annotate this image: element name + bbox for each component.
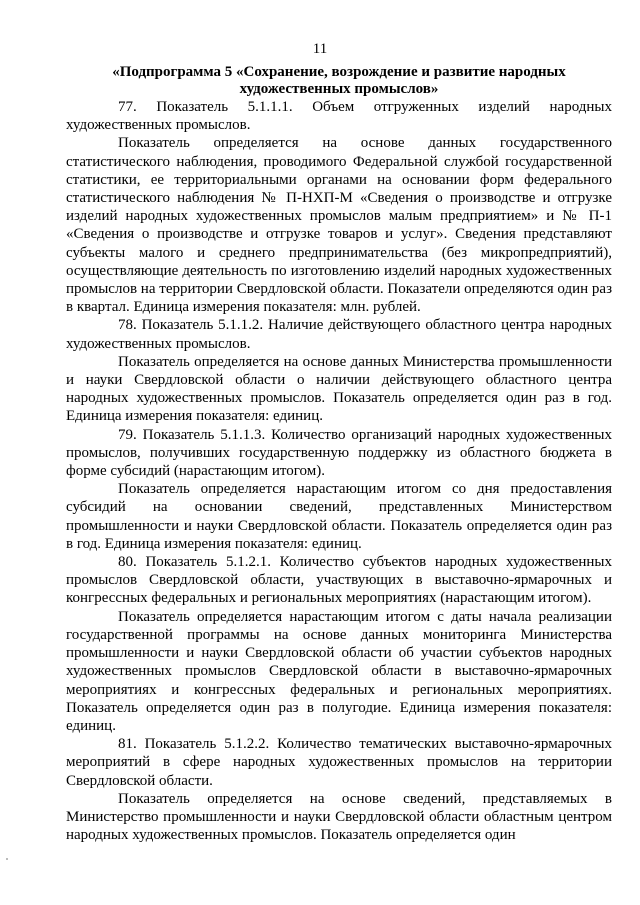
paragraph-indicator-81: 81. Показатель 5.1.2.2. Количество тематических выставочно-ярмарочных мероприятий в сфере народных художественных промыслов на территории Свердловской области. <box>66 736 612 789</box>
page-number: 11 <box>312 41 328 57</box>
subprogram-title: «Подпрограмма 5 «Сохранение, возрождение и развитие народных художественных промыслов» <box>112 64 566 97</box>
paragraph-indicator-80: 80. Показатель 5.1.2.1. Количество субъектов народных художественных промыслов Свердловской области, участвующих в выставочно-ярмарочных и конгрессных федеральных и региональных мероприятиях (нарастающим итогом). <box>66 554 612 607</box>
paragraph-indicator-79: 79. Показатель 5.1.1.3. Количество организаций народных художественных промыслов, получивших государственную поддержку из областного бюджета в форме субсидий (нарастающим итогом). <box>66 426 612 480</box>
document-body <box>66 98 612 844</box>
paragraph-indicator-78-method: Показатель определяется на основе данных Министерства промышленности и науки Свердловской области о наличии действующего областного центра народных художественных промыслов. Показатель определяется один раз в год. Единица измерения показателя: единиц. <box>66 353 612 425</box>
scan-speck <box>6 858 8 860</box>
paragraph-indicator-77-method: Показатель определяется на основе данных государственного статистического наблюдения, проводимого Федеральной службой государственной статистики, ее территориальными органами на основании форм федерального статистического наблюдения № П-НХП-М «Сведения о производстве и отгрузке изделий народных художественных промыслов малым предприятием» и № П-1 «Сведения о производстве и отгрузке товаров и услуг». Сведения представляют субъекты малого и среднего предпринимательства (без микропредприятий), осуществляющие деятельность по изготовлению изделий народных художественных промыслов на территории Свердловской области. Показатели определяются один раз в квартал. Единица измерения показателя: млн. рублей. <box>66 135 612 316</box>
paragraph-indicator-80-method: Показатель определяется нарастающим итогом с даты начала реализации государственной программы на основе данных мониторинга Министерства промышленности и науки Свердловской области об участии субъектов народных художественных промыслов Свердловской области в выставочно-ярмарочных мероприятиях и конгрессных федеральных и региональных мероприятиях. Показатель определяется один раз в полугодие. Единица измерения показателя: единиц. <box>66 608 612 734</box>
paragraph-indicator-79-method: Показатель определяется нарастающим итогом со дня предоставления субсидий на основании сведений, представленных Министерством промышленности и науки Свердловской области. Показатель определяется один раз в год. Единица измерения показателя: единиц. <box>66 481 612 552</box>
paragraph-indicator-78: 78. Показатель 5.1.1.2. Наличие действующего областного центра народных художественных промыслов. <box>66 317 612 352</box>
paragraph-indicator-81-method: Показатель определяется на основе сведений, представляемых в Министерство промышленности и науки Свердловской области областным центром народных художественных промыслов. Показатель определяется один <box>66 790 612 844</box>
paragraph-indicator-77: 77. Показатель 5.1.1.1. Объем отгруженных изделий народных художественных промыслов. <box>66 99 612 134</box>
